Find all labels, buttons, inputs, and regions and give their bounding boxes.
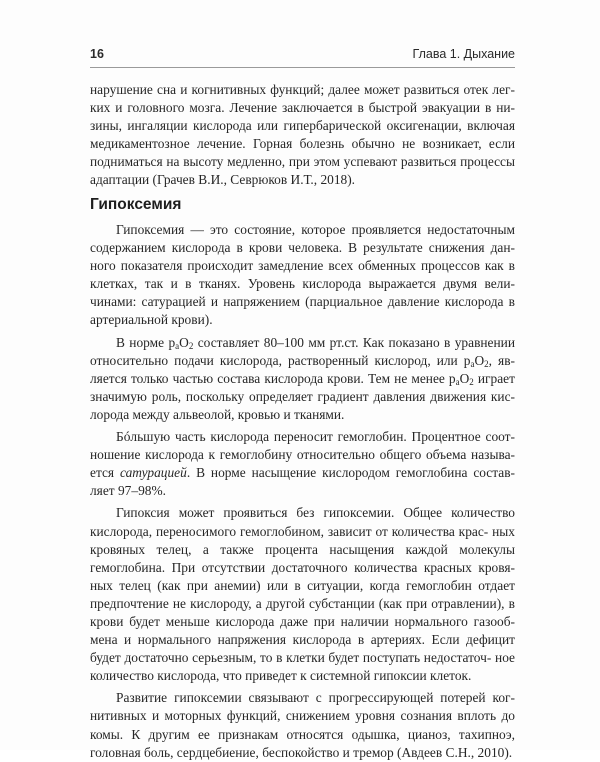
text-line: Гипоксемия — это состояние, которое проявляется недостаточным (116, 222, 515, 237)
text-line: гемоглобина. При отсутствии достаточного количества красных кровя- (90, 559, 515, 575)
text-line: чинами: сатурацией и напряжением (парциальное давление кислорода (90, 294, 504, 310)
section-heading: Гипоксемия (90, 196, 182, 213)
text-fragment: ляется только частью состава кислорода крови. Тем не менее p (90, 370, 456, 386)
page-number: 16 (90, 47, 104, 61)
text-line: Развитие гипоксемии связывают с прогрессирующей потерей ког- (116, 690, 515, 706)
text-line: предпочтение не кислороду, а другой субстанции (как при отравлении), (90, 595, 505, 611)
text-line: ное количество кислорода, что приведет к системной гипоксии клеток. (90, 650, 515, 684)
text-line: лорода между альвеолой, кровью и тканями. (90, 406, 345, 422)
text-line: в клетках, так и в тканях. Уровень кислорода выражается двумя вели- (90, 258, 515, 292)
running-head (90, 47, 515, 67)
subscript: 2 (188, 340, 194, 351)
paragraph-hypoxia (90, 504, 515, 685)
text-line: адаптации (Грачев В.И., Севрюков И.Т., 2018). (90, 172, 356, 188)
paragraph-saturation (90, 428, 515, 500)
text-line: ных кровяных телец, а также процента насыщения каждой молекулы (90, 523, 515, 557)
text-line: подниматься на высоту медленно, при этом успевают развиться процессы (90, 154, 515, 170)
text-line: Гипоксия может проявиться без гипоксемии. Общее количество (116, 505, 515, 521)
text-line: головная боль, сердцебиение, беспокойство и тремор (Авдеев С.Н., (90, 744, 475, 760)
section-body (90, 221, 515, 762)
subscript: a (455, 376, 460, 387)
text-line: будет достаточно серьезным, то в клетки будет поступать недостаточ- (90, 650, 492, 666)
text-line: мена и нормального напряжения кислорода в артериях. Если дефицит (90, 632, 515, 648)
subscript: 2 (469, 376, 474, 387)
text-line: до комы. К другим ее признакам относятся одышка, цианоз, тахипноэ, (90, 708, 515, 742)
text-line: ных телец (как при анемии) или в ситуации, когда гемоглобин отдает (90, 577, 515, 593)
text-fragment: . В норме насыщение кислородом гемоглобина состав- (186, 465, 515, 481)
text-line: ного показателя происходит замедление всех обменных процессов как (90, 258, 504, 274)
text-line: Бóльшую часть кислорода переносит гемоглобин. Процентное соот- (116, 429, 515, 445)
text-line: в крови будет меньше кислорода даже при наличии нормального газооб- (90, 595, 515, 629)
text-line: ляет 97–98%. (90, 483, 166, 499)
intro-paragraph (90, 81, 515, 190)
text-line: ношение кислорода к гемоглобину относительно общего объема называ- (90, 447, 515, 463)
subscript: a (470, 358, 475, 369)
text-line: в артериальной крови). (90, 294, 515, 328)
text-line: зины, ингаляции кислорода или гипербарической оксигенации, включая (90, 118, 515, 134)
paragraph-definition (90, 221, 515, 330)
subscript: a (175, 340, 180, 351)
text-line: нитивных и моторных функций, снижением уровня сознания вплоть (90, 708, 497, 724)
text-line: ких и головного мозга. Лечение заключается в быстрой эвакуации в ни- (90, 100, 515, 116)
text-line: кислорода, переносимого гемоглобином, зависит от количества крас- (90, 523, 489, 539)
text-fragment: В норме p (116, 334, 176, 350)
text-fragment: O (179, 334, 189, 350)
text-fragment: играет (473, 370, 515, 386)
text-fragment: составляет 80–100 мм рт.ст. Как показано в уравнении (193, 334, 516, 350)
paragraph-pao2 (90, 334, 515, 424)
text-line: содержанием кислорода в крови человека. В результате снижения дан- (90, 240, 515, 256)
text-line: значимую роль, поскольку определяет градиент давления движения кис- (90, 388, 515, 404)
chapter-title: Глава 1. Дыхание (412, 47, 515, 61)
text-line: 2010). (477, 744, 513, 760)
emphasized-term: сатурацией (119, 465, 187, 481)
text-fragment: ется (90, 465, 120, 481)
text-fragment: O (459, 370, 470, 386)
text-fragment: относительно подачи кислорода, растворенный кислород, или p (90, 352, 471, 368)
text-fragment: O (474, 352, 485, 368)
text-fragment: , яв- (488, 352, 515, 368)
text-line: медикаментозное лечение. Горная болезнь обычно не возникает, если (90, 136, 515, 152)
paragraph-symptoms (90, 689, 515, 761)
subscript: 2 (484, 358, 489, 369)
header-divider (90, 67, 515, 68)
text-line: нарушение сна и когнитивных функций; далее может развиться отек лег- (90, 82, 515, 97)
